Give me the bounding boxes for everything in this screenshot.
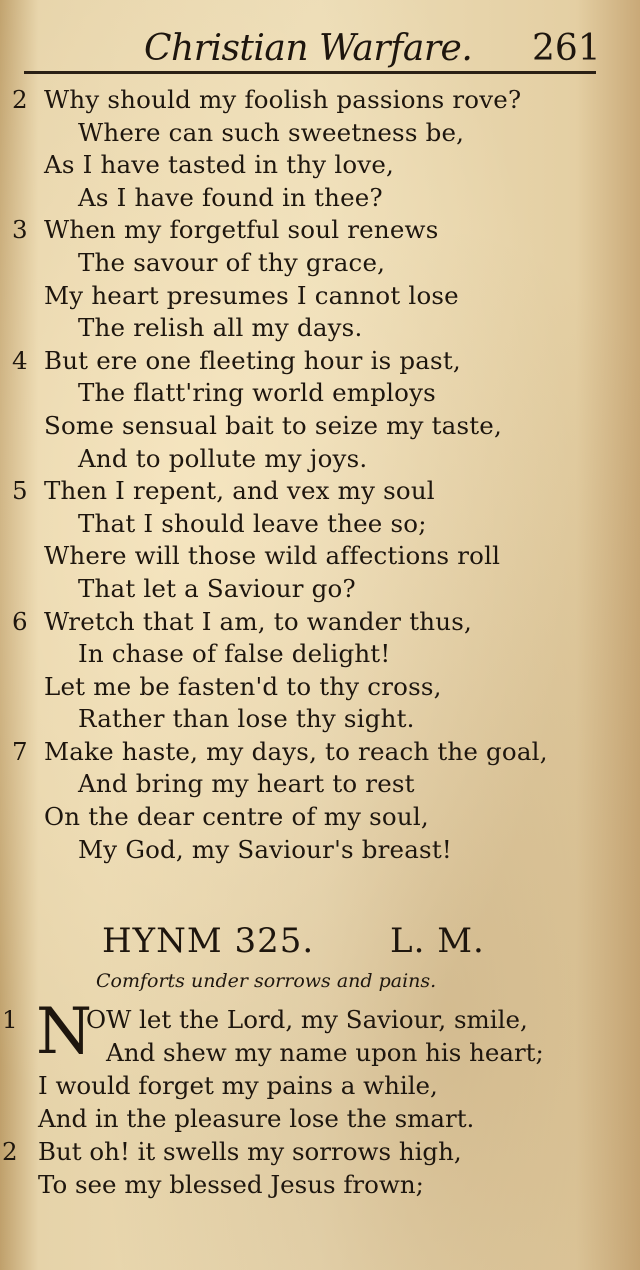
verse-line: But oh! it swells my sorrows high,	[38, 1137, 462, 1166]
stanza-4	[0, 345, 640, 475]
hymn-325-stanza-1	[0, 1003, 640, 1135]
verse-line: The relish all my days.	[78, 313, 363, 343]
stanza-number: 7	[12, 736, 28, 766]
verse-line: That I should leave thee so;	[78, 508, 427, 538]
verse-line: But ere one fleeting hour is past,	[44, 345, 461, 375]
running-title: Christian Warfare.	[144, 28, 473, 69]
hymn-number: HYNM 325.	[102, 921, 315, 961]
header-rule	[24, 71, 596, 74]
verse-line: That let a Saviour go?	[78, 573, 356, 603]
verse-line: As I have tasted in thy love,	[44, 150, 395, 180]
stanza-number: 1	[2, 1005, 18, 1034]
verse-line: My God, my Saviour's breast!	[78, 834, 452, 864]
page-header	[0, 24, 640, 70]
stanza-3	[0, 214, 640, 344]
verse-line: Where will those wild affections roll	[44, 541, 501, 571]
stanza-number: 4	[12, 345, 28, 375]
hymn-heading	[0, 921, 640, 969]
hymn-325-stanza-2	[0, 1135, 640, 1201]
verse-line: To see my blessed Jesus frown;	[38, 1170, 424, 1199]
drop-cap: N	[36, 995, 92, 1069]
verse-line: My heart presumes I cannot lose	[44, 280, 459, 310]
verse-line: And bring my heart to rest	[78, 769, 415, 799]
verse-line: Where can such sweetness be,	[78, 117, 465, 147]
stanza-number: 2	[12, 85, 28, 114]
verse-line: Wretch that I am, to wander thus,	[44, 606, 472, 636]
verse-line: Let me be fasten'd to thy cross,	[44, 671, 442, 701]
verse-line: And shew my name upon his heart;	[106, 1038, 544, 1067]
verse-line: I would forget my pains a while,	[38, 1071, 438, 1100]
hymn-meter: L. M.	[390, 921, 485, 961]
verse-line: Rather than lose thy sight.	[78, 704, 415, 734]
stanza-2	[0, 84, 640, 214]
verse-line: As I have found in thee?	[78, 182, 383, 212]
stanza-number: 3	[12, 215, 28, 245]
stanza-5	[0, 475, 640, 605]
verse-line: Some sensual bait to seize my taste,	[44, 410, 502, 440]
verse-line: When my forgetful soul renews	[44, 215, 439, 245]
hymn-subtitle: Comforts under sorrows and pains.	[96, 970, 437, 992]
stanza-6	[0, 606, 640, 736]
stanza-number: 2	[2, 1137, 18, 1166]
hymn-324-continued	[0, 84, 640, 866]
verse-line: And in the pleasure lose the smart.	[38, 1104, 475, 1133]
verse-line: The savour of thy grace,	[78, 247, 386, 277]
page-number: 261	[532, 28, 601, 69]
stanza-number: 5	[12, 476, 28, 506]
verse-line: Then I repent, and vex my soul	[44, 476, 435, 506]
hymn-325-verses	[0, 1003, 640, 1201]
stanza-7	[0, 736, 640, 866]
verse-line: And to pollute my joys.	[78, 443, 368, 473]
verse-line: In chase of false delight!	[78, 639, 391, 669]
stanza-number: 6	[12, 606, 28, 636]
verse-line: Why should my foolish passions rove?	[44, 85, 522, 114]
verse-line: On the dear centre of my soul,	[44, 802, 429, 832]
verse-line: Make haste, my days, to reach the goal,	[44, 736, 548, 766]
verse-line: The flatt'ring world employs	[78, 378, 436, 408]
verse-line: OW let the Lord, my Saviour, smile,	[86, 1005, 528, 1034]
